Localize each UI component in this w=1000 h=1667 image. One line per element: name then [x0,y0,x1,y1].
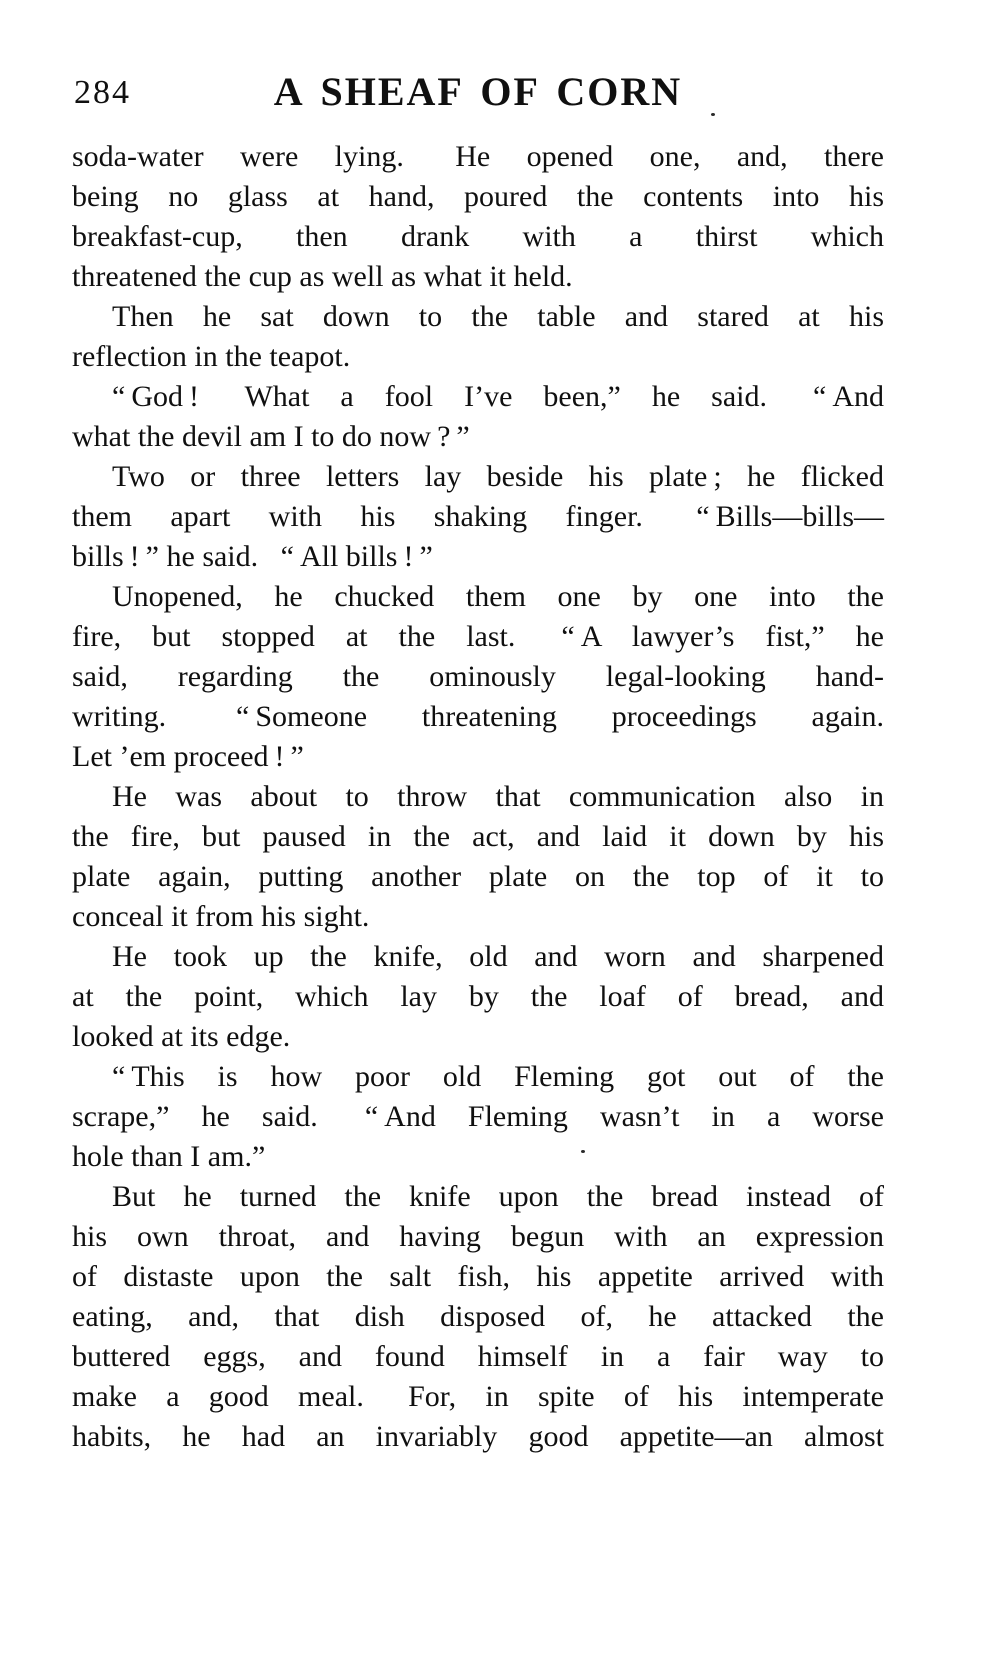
text-line: conceal it from his sight. [72,900,370,933]
page-header [72,68,884,118]
text-line: Then he sat down to the table and stared at his [112,300,884,333]
text-line: what the devil am I to do now ? ” [72,420,470,453]
text-line: his own throat, and having begun with an expression [72,1220,884,1253]
text-line: said, regarding the ominously legal-looking hand- [72,660,884,693]
paragraph [72,297,884,377]
text-line: He took up the knife, old and worn and sharpened [112,940,884,973]
text-line: He was about to throw that communication also in [112,780,884,813]
text-line: “ This is how poor old Fleming got out of the [112,1060,884,1093]
text-line: reflection in the teapot. [72,340,351,373]
text-line: breakfast-cup, then drank with a thirst which [72,220,884,253]
paragraph [72,457,884,577]
text-line: fire, but stopped at the last. “ A lawyer’s fist,” he [72,620,884,653]
paragraph [72,937,884,1057]
running-title: A SHEAF OF CORN [273,69,683,114]
text-line: Two or three letters lay beside his plate ; he flicked [112,460,884,493]
text-line: of distaste upon the salt fish, his appetite arrived with [72,1260,884,1293]
paragraph [72,1177,884,1457]
text-line: buttered eggs, and found himself in a fair way to [72,1340,884,1373]
text-line: Unopened, he chucked them one by one into the [112,580,884,613]
text-line: soda-water were lying. He opened one, and, there [72,140,884,173]
scan-speck [711,113,715,116]
text-line: bills ! ” he said. “ All bills ! ” [72,540,433,573]
text-line: habits, he had an invariably good appetite—an almost [72,1420,884,1453]
text-line: make a good meal. For, in spite of his intemperate [72,1380,884,1413]
text-line: hole than I am.” [72,1140,266,1173]
paragraph [72,577,884,777]
text-line: threatened the cup as well as what it held. [72,260,573,293]
text-line: writing. “ Someone threatening proceedings again. [72,700,884,733]
text-line: them apart with his shaking finger. “ Bills—bills— [72,500,884,533]
text-line: at the point, which lay by the loaf of bread, and [72,980,884,1013]
text-line: Let ’em proceed ! ” [72,740,304,773]
page-number: 284 [74,74,131,111]
paragraph [72,1057,884,1177]
paragraph [72,777,884,937]
text-line: being no glass at hand, poured the contents into his [72,180,884,213]
paragraph [72,137,884,297]
text-line: plate again, putting another plate on the top of it to [72,860,884,893]
text-line: “ God ! What a fool I’ve been,” he said. “ And [112,380,884,413]
paragraph [72,377,884,457]
text-line: the fire, but paused in the act, and laid it down by his [72,820,884,853]
text-line: But he turned the knife upon the bread instead of [112,1180,884,1213]
page-body [72,137,884,1457]
text-line: scrape,” he said. “ And Fleming wasn’t in a worse [72,1100,884,1133]
text-line: looked at its edge. [72,1020,291,1053]
text-line: eating, and, that dish disposed of, he attacked the [72,1300,884,1333]
